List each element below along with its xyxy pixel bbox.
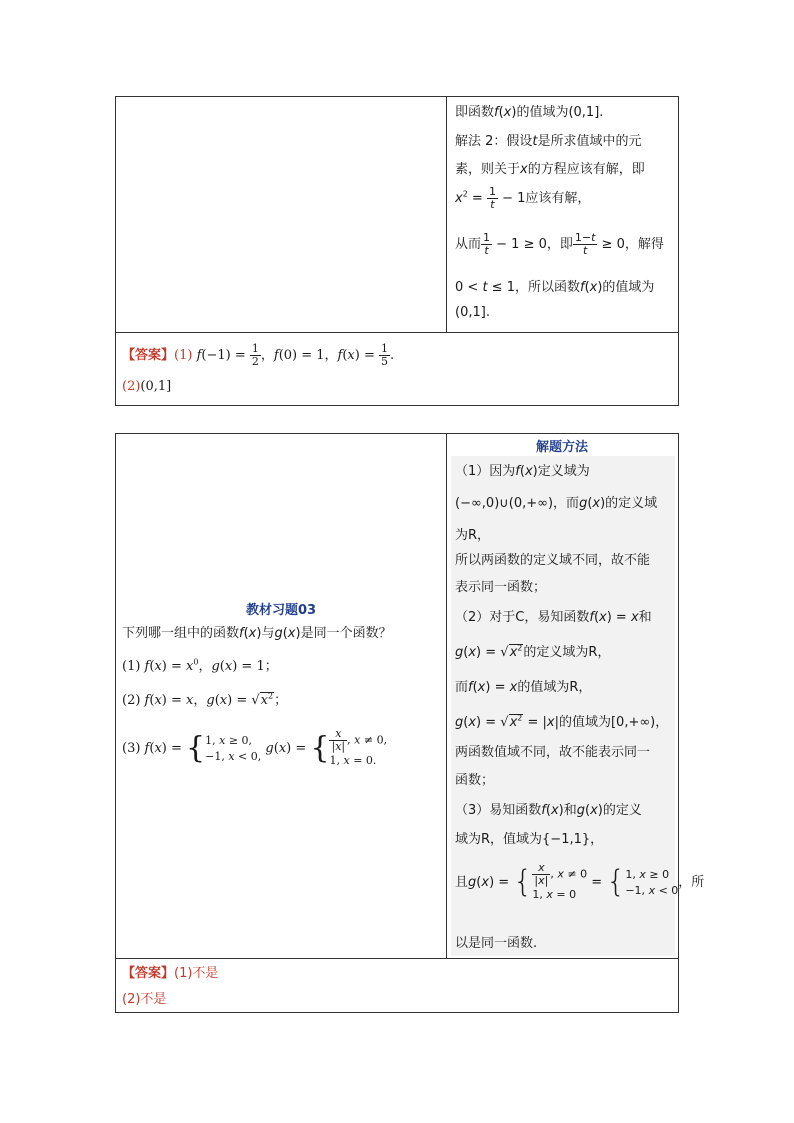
method-line: 以是同一函数. bbox=[455, 936, 538, 951]
problem-item-2: (2) f(x) = x，$g(x) = √x^2$； bbox=[122, 691, 288, 708]
method-title: 解题方法 bbox=[536, 440, 589, 455]
problem-title: 教材习题03 bbox=[246, 603, 317, 618]
method-line: （2）对于C，易知函数f(x) = x和 bbox=[455, 610, 652, 625]
answer-1-line2: (2)(0,1] bbox=[122, 379, 172, 394]
method-line: （3）易知函数f(x)和g(x)的定义 bbox=[455, 803, 642, 818]
method-line: 0 < t ≤ 1，所以函数f(x)的值域为 bbox=[455, 280, 655, 295]
method-line: $g(x) = √x^2 = |x|$的值域为[0,+∞)， bbox=[455, 713, 669, 730]
method-line: 域为R，值域为{−1,1}， bbox=[455, 832, 604, 847]
method-line: 解法 2：假设t是所求值域中的元 bbox=[455, 134, 642, 149]
problem-question: 下列哪一组中的函数f(x)与g(x)是同一个函数？ bbox=[122, 626, 392, 641]
problem-item-3: (3) f(x) = {1, x ≥ 0, −1, x < 0, g(x) = { $\frac{x}{|x|}$ , x ≠ 0, 1, x = 0. bbox=[122, 727, 388, 767]
method-line: 而f(x) = x的值域为R， bbox=[455, 680, 592, 695]
answer-label: 【答案】 bbox=[122, 966, 175, 981]
method-line: (−∞,0)∪(0,+∞)，而g(x)的定义域 bbox=[455, 496, 658, 511]
method-line: 素，则关于x的方程应该有解，即 bbox=[455, 162, 645, 177]
method-line: 即函数f(x)的值域为(0,1]. bbox=[455, 105, 604, 120]
answer-2-1: (1)不是 bbox=[174, 966, 219, 981]
method-line: $g(x) = √x^2$的定义域为R， bbox=[455, 643, 611, 660]
answer-2-2: (2)不是 bbox=[122, 992, 167, 1007]
method-line: （1）因为f(x)定义域为 bbox=[455, 464, 590, 479]
answer-label: 【答案】 bbox=[122, 348, 175, 363]
problem-item-1: (1) $f(x) = x^0$，g(x) = 1； bbox=[122, 657, 278, 674]
method-line: 表示同一函数； bbox=[455, 580, 547, 595]
answer-1-line1: 【答案】(1) f(−1) = $\frac{1}{2}$ ，f(0) = 1，f(x) = $\frac{1}{5}$ . bbox=[122, 342, 395, 368]
method-line: 且g(x) = { $\frac{x}{|x|}$ , x ≠ 0 1, x = 0 = {1, x ≥ 0 −1, x < 0，所 bbox=[455, 861, 705, 901]
method-line: 两函数值域不同，故不能表示同一 bbox=[455, 745, 651, 760]
method-line: (0,1]. bbox=[455, 305, 490, 320]
method-line: 从而 $\frac{1}{t}$ − 1 ≥ 0，即 $\frac{1-t}{t}$ ≥ 0，解得 bbox=[455, 231, 664, 257]
method-line: 函数； bbox=[455, 773, 495, 788]
method-line: 为R， bbox=[455, 528, 491, 543]
method-line: 所以两函数的定义域不同，故不能 bbox=[455, 553, 651, 568]
answer-2-line1 bbox=[122, 962, 218, 981]
method-line: $x^2$ = $\frac{1}{t}$ − 1应该有解， bbox=[455, 185, 591, 211]
problem-cell-empty bbox=[116, 97, 447, 332]
